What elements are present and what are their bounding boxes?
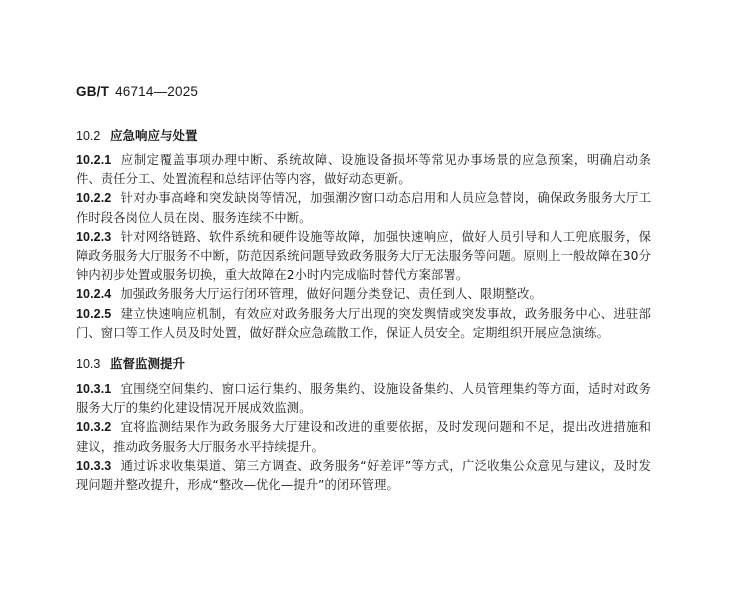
clause-number: 10.3.1 xyxy=(76,382,112,397)
clause-10-2-5 xyxy=(76,305,651,343)
standard-header xyxy=(76,84,198,99)
clause-number: 10.3.3 xyxy=(76,458,112,473)
clause-text: 宜将监测结果作为政务服务大厅建设和改进的重要依据，及时发现问题和不足，提出改进措施和建议，推动政务服务大厅服务水平持续提升。 xyxy=(76,420,651,454)
clause-text: 针对办事高峰和突发缺岗等情况，加强潮汐窗口动态启用和人员应急替岗，确保政务服务大厅工作时段各岗位人员在岗、服务连续不中断。 xyxy=(76,191,651,225)
section-number: 10.3 xyxy=(76,357,101,372)
clause-text: 针对网络链路、软件系统和硬件设施等故障，加强快速响应，做好人员引导和人工兜底服务，保障政务服务大厅服务不中断，防范因系统问题导致政务服务大厅无法服务等问题。原则上一般故障在30分钟内初步处置或服务切换，重大故障在2小时内完成临时替代方案部署。 xyxy=(76,229,651,283)
document-body xyxy=(76,126,651,495)
section-heading-10-2 xyxy=(76,126,651,146)
clause-10-2-3 xyxy=(76,228,651,286)
clause-10-2-2 xyxy=(76,189,651,227)
section-heading-10-3 xyxy=(76,354,651,374)
clause-number: 10.2.1 xyxy=(76,153,112,167)
clause-number: 10.3.2 xyxy=(76,420,112,435)
clause-number: 10.2.5 xyxy=(76,306,112,321)
section-title: 监督监测提升 xyxy=(110,356,186,372)
clause-10-2-1 xyxy=(76,151,651,189)
clause-10-3-2 xyxy=(76,418,651,456)
clause-number: 10.2.3 xyxy=(76,229,112,244)
clause-number: 10.2.2 xyxy=(76,191,112,206)
clause-10-2-4 xyxy=(76,285,651,304)
standard-prefix: GB/T xyxy=(76,84,110,99)
clause-number: 10.2.4 xyxy=(76,287,112,302)
clause-10-3-3 xyxy=(76,457,651,495)
clause-text: 通过诉求收集渠道、第三方调查、政务服务“好差评”等方式，广泛收集公众意见与建议，及时发现问题并整改提升，形成“整改—优化—提升”的闭环管理。 xyxy=(76,458,651,493)
section-number: 10.2 xyxy=(76,129,101,143)
clause-text: 应制定覆盖事项办理中断、系统故障、设施设备损坏等常见办事场景的应急预案，明确启动条件、责任分工、处置流程和总结评估等内容，做好动态更新。 xyxy=(76,153,651,187)
clause-10-3-1 xyxy=(76,380,651,418)
clause-text: 建立快速响应机制，有效应对政务服务大厅出现的突发舆情或突发事故，政务服务中心、进驻部门、窗口等工作人员及时处置，做好群众应急疏散工作，保证人员安全。定期组织开展应急演练。 xyxy=(76,306,651,340)
clause-text: 加强政务服务大厅运行闭环管理，做好问题分类登记、责任到人、限期整改。 xyxy=(120,287,542,302)
clause-text: 宜围绕空间集约、窗口运行集约、服务集约、设施设备集约、人员管理集约等方面，适时对政务服务大厅的集约化建设情况开展成效监测。 xyxy=(76,382,651,416)
standard-number: 46714—2025 xyxy=(115,84,199,99)
section-title: 应急响应与处置 xyxy=(110,128,198,143)
